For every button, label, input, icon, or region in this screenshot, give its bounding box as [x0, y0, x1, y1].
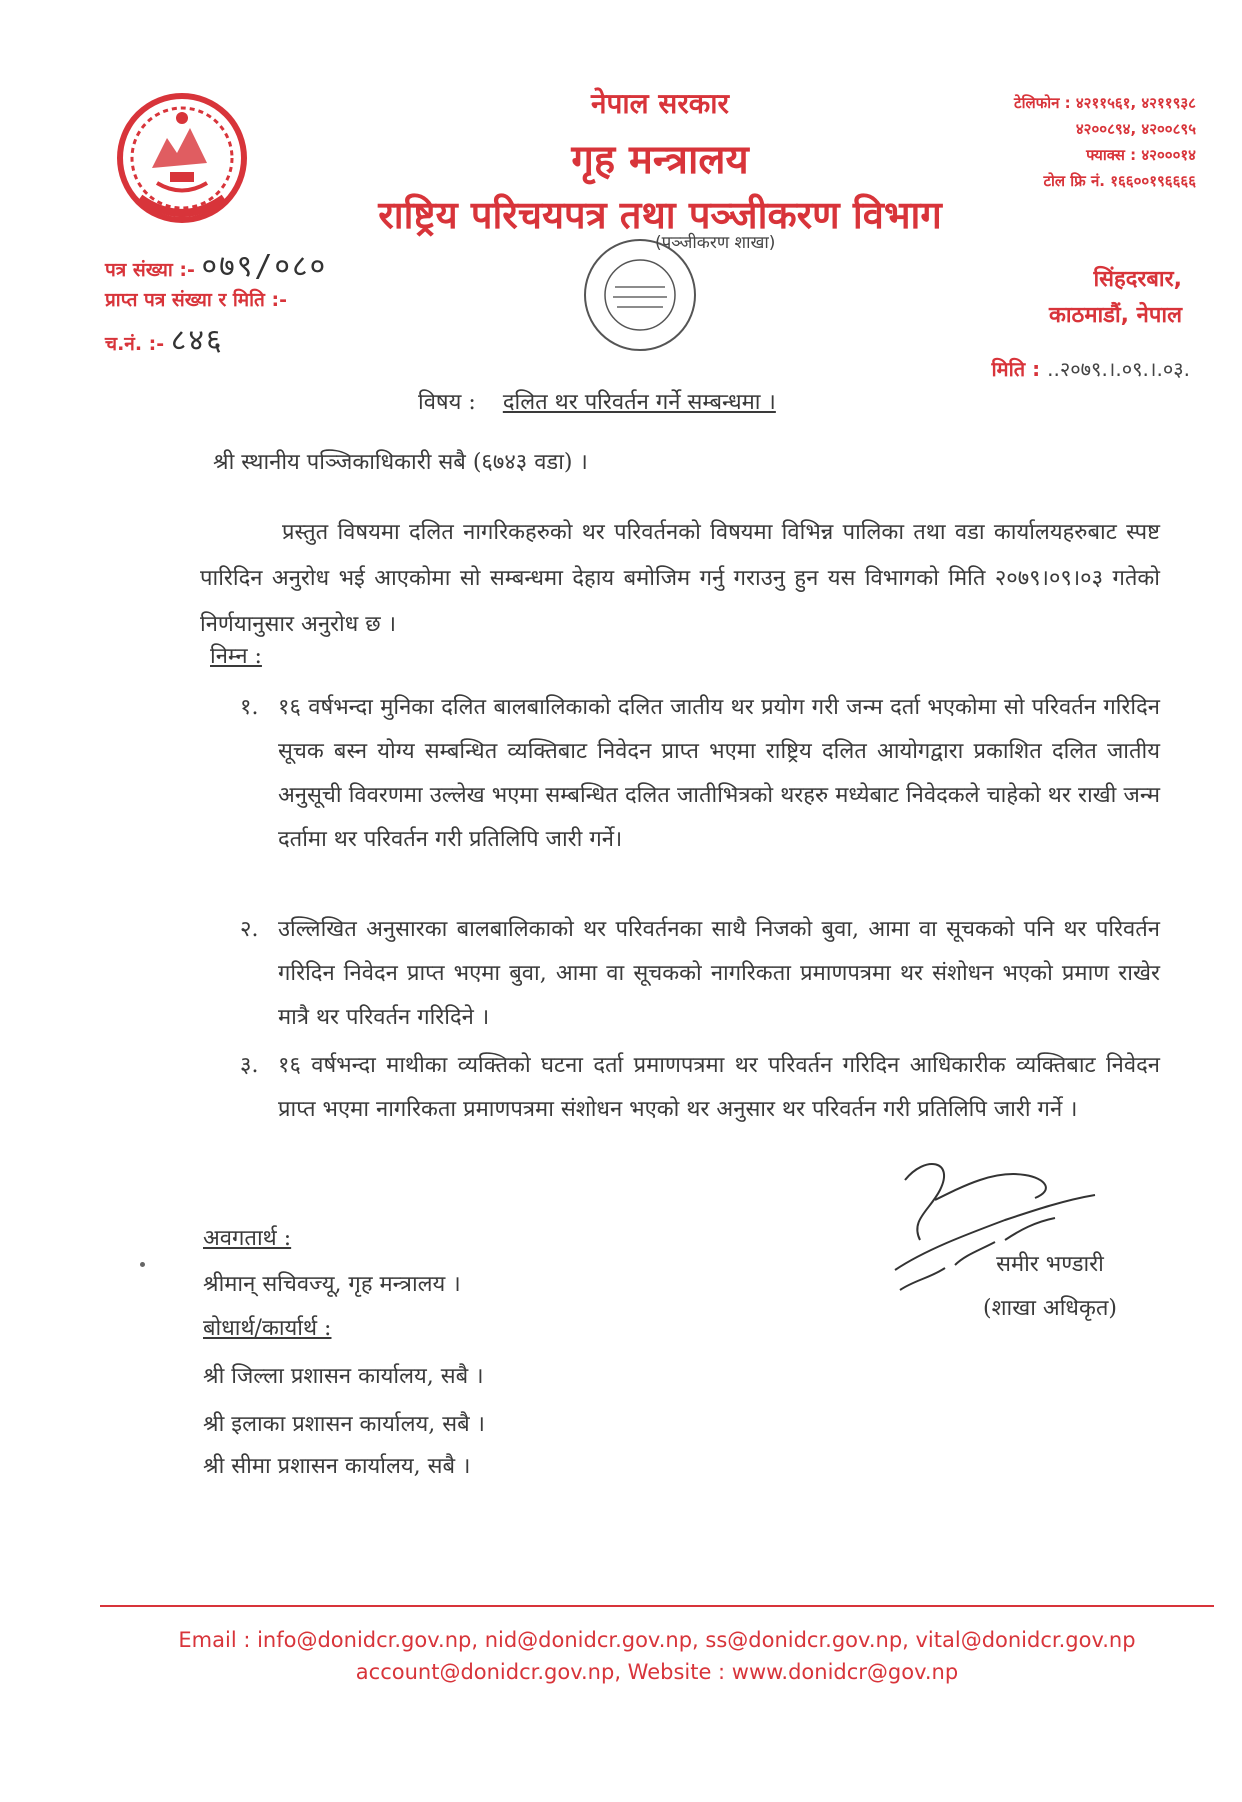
date-value: ..२०७९.।.०९.।.०३.: [1047, 357, 1190, 381]
signatory-name: समीर भण्डारी: [996, 1252, 1104, 1277]
office-address: [1049, 262, 1182, 334]
item-text: १६ वर्षभन्दा माथीका व्यक्तिको घटना दर्ता प्रमाणपत्रमा थर परिवर्तन गरिदिन आधिकारीक व्यक्तिबाट निवेदन प्राप्त भएमा नागरिकता प्रमाणपत्रमा संशोधन भएको थर अनुसार थर परिवर्तन गरी प्रतिलिपि जारी गर्ने ।: [278, 1053, 1160, 1122]
nepal-emblem-icon: [112, 88, 252, 228]
info-label: अवगतार्थ :: [203, 1226, 292, 1251]
contact-phone-2: ४२००८९४, ४२००८९५: [1075, 120, 1196, 138]
letter-number-value: ०७९/०८०: [201, 249, 328, 284]
address-line-1: सिंहदरबार,: [1093, 267, 1182, 292]
contact-phone: टेलिफोन : ४२११५६१, ४२११९३८: [1014, 94, 1196, 112]
item-text: उल्लिखित अनुसारका बालबालिकाको थर परिवर्तनका साथै निजको बुवा, आमा वा सूचकको पनि थर परिवर्तन गरिदिन निवेदन प्राप्त भएमा बुवा, आमा वा सूचकको नागरिकता प्रमाणपत्रमा थर संशोधन भएको प्रमाण राखेर मात्रै थर परिवर्तन गरिदिने ।: [278, 917, 1160, 1030]
dispatch-number-label: च.नं. :-: [105, 333, 165, 355]
signatory-title: (शाखा अधिकृत): [983, 1296, 1117, 1321]
subject-label: विषय :: [418, 390, 476, 415]
letter-date: [991, 355, 1190, 382]
paragraph-text: प्रस्तुत विषयमा दलित नागरिकहरुको थर परिवर्तनको विषयमा विभिन्न पालिका तथा वडा कार्यालयहरुबाट स्पष्ट पारिदिन अनुरोध भई आएकोमा सो सम्बन्धमा देहाय बमोजिम गर्नु गराउनु हुन यस विभागको मिति २०७९।०९।०३ गतेको निर्णयानुसार अनुरोध छ ।: [200, 520, 1160, 637]
action-recipient: श्री जिल्ला प्रशासन कार्यालय, सबै ।: [203, 1364, 484, 1389]
contact-tollfree: टोल फ्रि नं. १६६००१९६६६६: [1043, 172, 1196, 190]
list-item: [240, 686, 1160, 862]
scan-dot: [140, 1262, 145, 1267]
ministry-title: गृह मन्त्रालय: [571, 137, 749, 183]
address-line-2: काठमाडौं, नेपाल: [1048, 303, 1182, 328]
following-label: निम्न :: [210, 644, 262, 669]
dispatch-number-value: ८४६: [170, 323, 224, 358]
date-label: मिति :: [991, 357, 1041, 381]
contact-fax: फ्याक्स : ४२०००१४: [1086, 146, 1196, 164]
footer-emails: Email : info@donidcr.gov.np, nid@donidcr.gov.np, ss@donidcr.gov.np, vital@donidcr.gov.np: [178, 1628, 1136, 1652]
action-recipient: श्री सीमा प्रशासन कार्यालय, सबै ।: [203, 1454, 471, 1479]
letter-number-label: पत्र संख्या :-: [105, 259, 195, 281]
action-recipient: श्री इलाका प्रशासन कार्यालय, सबै ।: [203, 1412, 486, 1437]
department-title: राष्ट्रिय परिचयपत्र तथा पञ्जीकरण विभाग: [378, 193, 942, 237]
subject-line: [418, 386, 776, 416]
signatory-block: [983, 1243, 1117, 1331]
government-title: नेपाल सरकार: [590, 87, 730, 120]
item-text: १६ वर्षभन्दा मुनिका दलित बालबालिकाको दलित जातीय थर प्रयोग गरी जन्म दर्ता भएकोमा सो परिवर्तन गरिदिन सूचक बस्न योग्य सम्बन्धित व्यक्तिबाट निवेदन प्राप्त भएमा राष्ट्रिय दलित आयोगद्वारा प्रकाशित दलित जातीय अनुसूची विवरणमा उल्लेख भएमा सम्बन्धित दलित जातीभित्रको थरहरु मध्येबाट निवेदकले चाहेको थर राखी जन्म दर्तामा थर परिवर्तन गरी प्रतिलिपि जारी गर्ने।: [278, 695, 1160, 852]
footer-website: account@donidcr.gov.np, Website : www.donidcr@gov.np: [355, 1660, 959, 1684]
item-number: ३.: [240, 1053, 259, 1078]
item-number: १.: [240, 695, 259, 720]
contact-block: [896, 90, 1196, 194]
received-ref-label: प्राप्त पत्र संख्या र मिति :-: [105, 289, 287, 311]
list-item: [240, 908, 1160, 1040]
stamp-label: (पञ्जीकरण शाखा): [655, 233, 776, 253]
item-number: २.: [240, 917, 259, 942]
footer-divider: [100, 1605, 1214, 1607]
body-paragraph: [200, 510, 1160, 648]
info-recipient: श्रीमान् सचिवज्यू, गृह मन्त्रालय ।: [203, 1272, 461, 1297]
action-label: बोधार्थ/कार्यार्थ :: [203, 1316, 332, 1341]
list-item: [240, 1044, 1160, 1132]
addressee: श्री स्थानीय पञ्जिकाधिकारी सबै (६७४३ वडा) ।: [213, 450, 588, 475]
dispatch-number-row: [105, 318, 224, 359]
letter-number-row: [105, 244, 327, 285]
subject-text: दलित थर परिवर्तन गर्ने सम्बन्धमा ।: [502, 390, 776, 415]
